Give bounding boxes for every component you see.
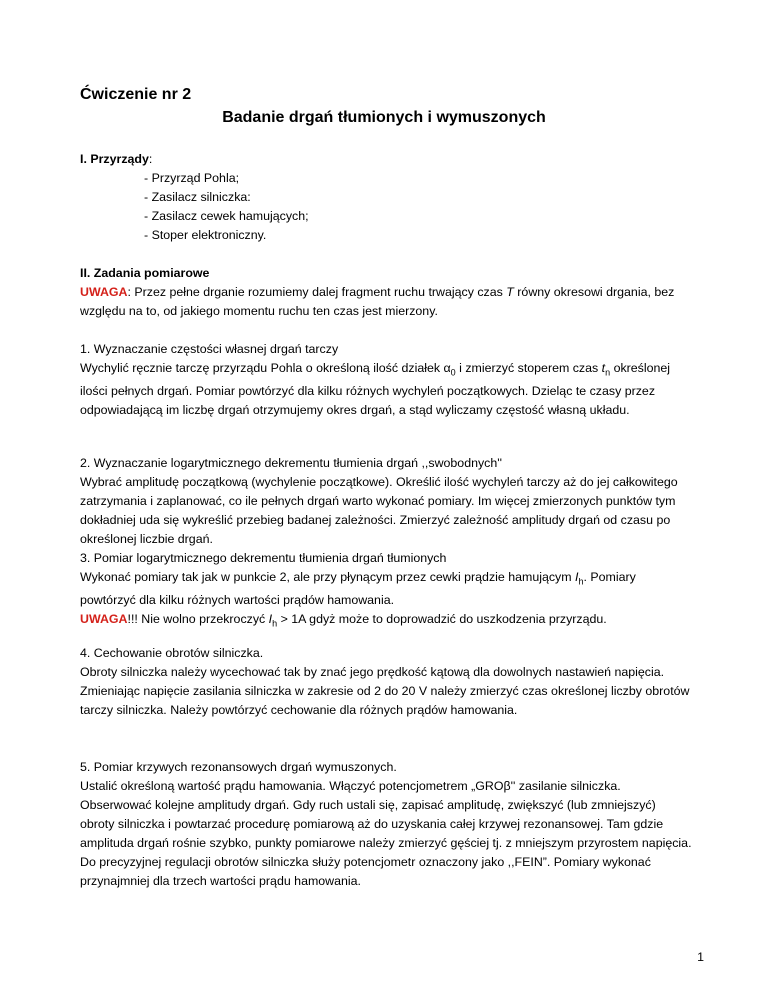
warning-note: UWAGA!!! Nie wolno przekroczyć $I_h > 1A$ gdyż może to doprowadzić do uszkodzenia przyrządu. bbox=[80, 612, 607, 629]
task-title: 1. Wyznaczanie częstości własnej drgań tarczy bbox=[80, 342, 339, 356]
uwaga-note: UWAGA: Przez pełne drganie rozumiemy dalej fragment ruchu trwający czas T równy okresowi drgania, bez względu na to, od jakiego momentu ruchu ten czas jest mierzony. bbox=[80, 285, 675, 318]
document-title: Badanie drgań tłumionych i wymuszonych bbox=[222, 109, 546, 126]
task-3 bbox=[80, 549, 692, 634]
page-number: 1 bbox=[697, 950, 704, 964]
task-text: Wychylić ręcznie tarczę przyrządu Pohla o określoną ilość działek $\alpha_0$ i zmierzyć stoperem czas $t_n$ określonej ilości pełnych drgań. Pomiar powtórzyć dla kilku różnych wychyleń początkowych. Dzieląc te czasy przez odpowiadającą im liczbę drgań otrzymujemy okres drgań, a stąd wyliczamy częstość własną układu. bbox=[80, 361, 671, 418]
list-item: - Zasilacz cewek hamujących; bbox=[144, 209, 309, 223]
task-title: 4. Cechowanie obrotów silniczka. bbox=[80, 646, 264, 660]
task-text: Ustalić określoną wartość prądu hamowania. Włączyć potencjometrem „GROβ'' zasilanie silniczka. Obserwować kolejne amplitudy drgań. Gdy ruch ustali się, zapisać amplitudę, zwiększyć (lub zmniejszyć) obroty silniczka i powtarzać procedurę pomiarową aż do uzyskania całej krzywej rezonansowej. Tam gdzie amplituda drgań rośnie szybko, punkty pomiarowe należy zmierzyć gęściej tj. z mniejszym przyrostem napięcia. Do precyzyjnej regulacji obrotów silniczka służy potencjometr oznaczony jako ,,FEIN”. Pomiary wykonać przynajmniej dla trzech wartości prądu hamowania. bbox=[80, 779, 692, 888]
section-heading: II. Zadania pomiarowe bbox=[80, 266, 210, 280]
task-2 bbox=[80, 454, 692, 549]
equipment-list bbox=[80, 169, 692, 245]
task-5 bbox=[80, 758, 692, 891]
list-item: - Stoper elektroniczny. bbox=[144, 228, 267, 242]
task-text: Wykonać pomiary tak jak w punkcie 2, ale przy płynącym przez cewki prądzie hamującym $I_h$. Pomiary powtórzyć dla kilku różnych wartości prądów hamowania. bbox=[80, 570, 636, 608]
task-4 bbox=[80, 644, 692, 720]
section-equipment bbox=[80, 150, 692, 245]
exercise-number: Ćwiczenie nr 2 bbox=[80, 86, 192, 103]
section-heading: I. Przyrządy: bbox=[80, 152, 153, 166]
section-tasks-intro bbox=[80, 264, 692, 321]
task-title: 3. Pomiar logarytmicznego dekrementu tłumienia drgań tłumionych bbox=[80, 551, 447, 565]
list-item: - Przyrząd Pohla; bbox=[144, 171, 240, 185]
task-text: Wybrać amplitudę początkową (wychylenie początkowe). Określić ilość wychyleń tarczy aż do jej całkowitego zatrzymania i zaplanować, co ile pełnych drgań warto wykonać pomiary. Im więcej zmierzonych punktów tym dokładniej uda się wykreślić przebieg badanej zależności. Zmierzyć zależność amplitudy drgań od czasu po określonej liczbie drgań. bbox=[80, 475, 678, 546]
task-title: 5. Pomiar krzywych rezonansowych drgań wymuszonych. bbox=[80, 760, 397, 774]
task-text: Obroty silniczka należy wycechować tak by znać jego prędkość kątową dla dowolnych nastawień napięcia. Zmieniając napięcie zasilania silniczka w zakresie od 2 do 20 V należy zmierzyć czas określonej liczby obrotów tarczy silniczka. Należy powtórzyć cechowanie dla różnych prądów hamowania. bbox=[80, 665, 690, 717]
task-1 bbox=[80, 340, 692, 420]
list-item: - Zasilacz silniczka: bbox=[144, 190, 251, 204]
task-title: 2. Wyznaczanie logarytmicznego dekrementu tłumienia drgań ,,swobodnych'' bbox=[80, 456, 502, 470]
